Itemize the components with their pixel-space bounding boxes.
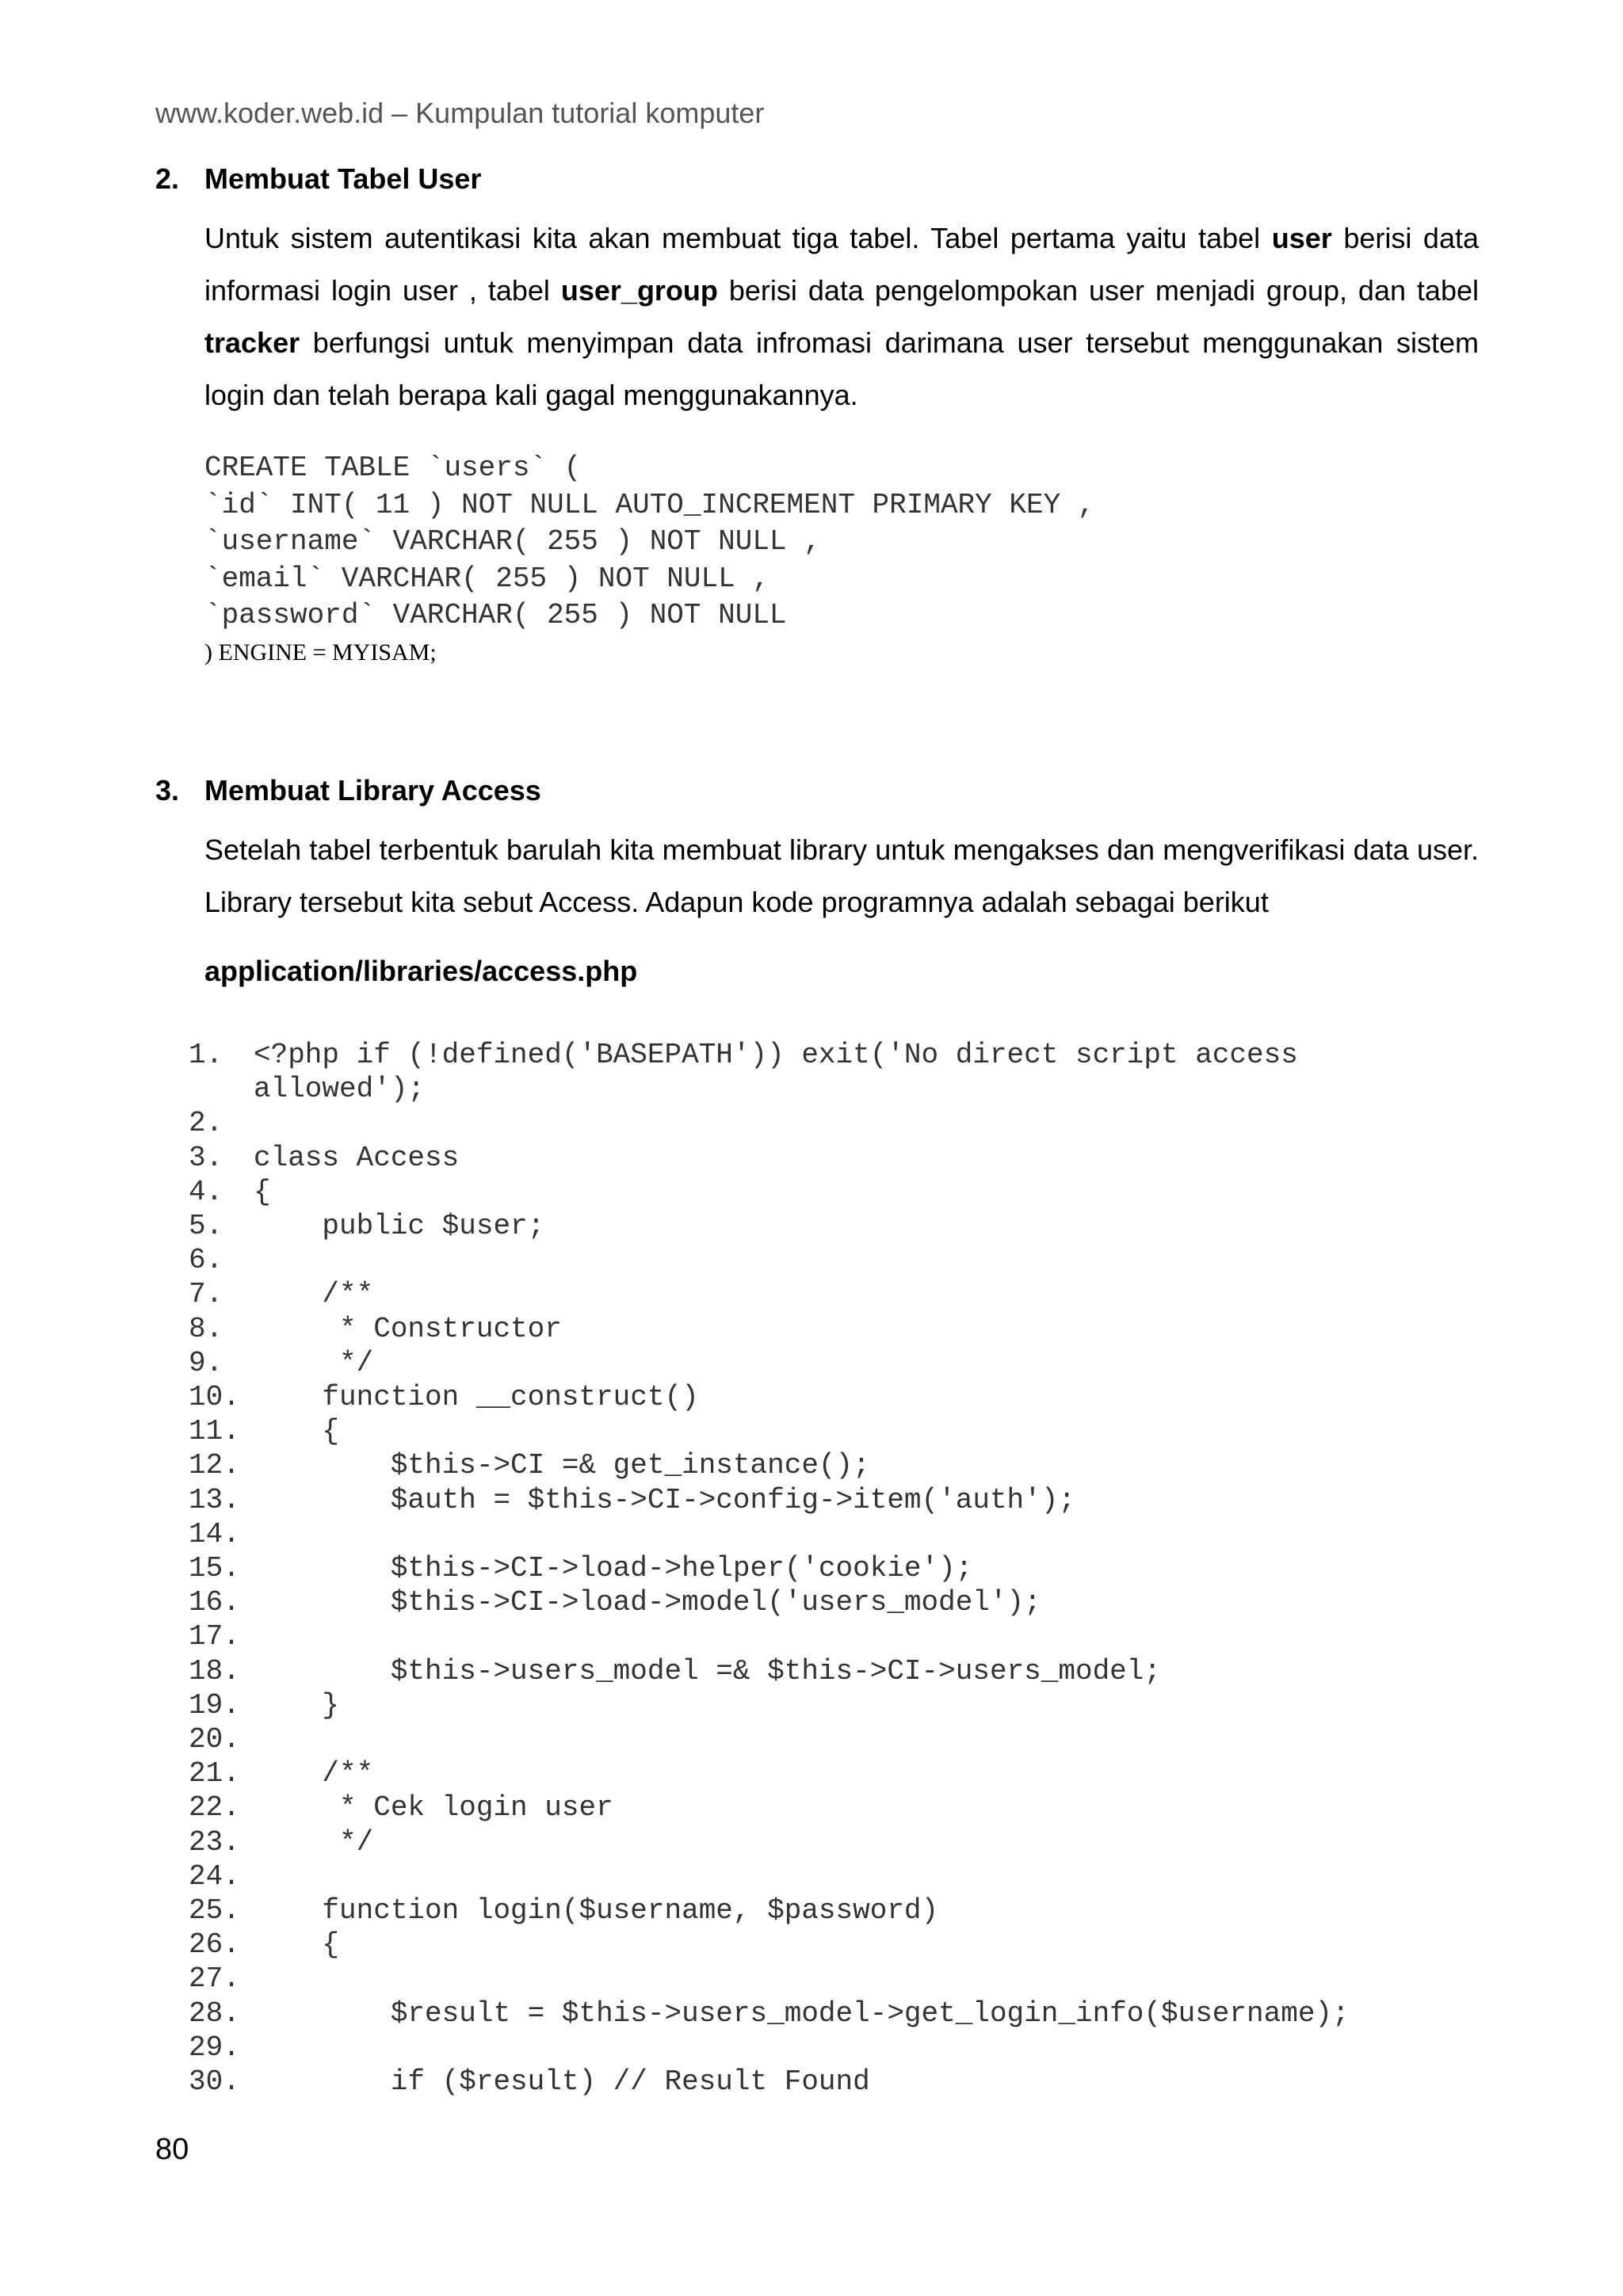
line-number: 28. (189, 1997, 240, 2030)
code-line (189, 2031, 1350, 2065)
code-text: /** (254, 1278, 374, 1311)
line-number: 24. (189, 1859, 240, 1893)
code-text: * Cek login user (254, 1791, 613, 1825)
code-line (189, 1585, 1350, 1619)
line-number: 21. (189, 1757, 240, 1791)
code-line (189, 1551, 1350, 1585)
paragraph-text: Untuk sistem autentikasi kita akan membuat tiga tabel. Tabel pertama yaitu tabel (204, 222, 1272, 254)
code-line (189, 2065, 1350, 2099)
line-number: 9. (189, 1346, 223, 1379)
sql-line: CREATE TABLE `users` ( (204, 452, 582, 484)
code-line (189, 1106, 1350, 1140)
code-line (189, 1209, 1350, 1243)
code-line (189, 1825, 1350, 1859)
code-line (189, 1962, 1350, 1996)
sql-engine-line: ) ENGINE = MYISAM; (204, 639, 437, 666)
code-line (189, 1312, 1350, 1346)
paragraph-text: berisi data pengelompokan user menjadi group, dan tabel (717, 274, 1479, 307)
line-number: 15. (189, 1552, 240, 1585)
line-number: 18. (189, 1654, 240, 1688)
code-text: function __construct() (254, 1381, 699, 1414)
section-3 (155, 772, 1487, 929)
code-line (189, 1414, 1350, 1448)
code-text: * Constructor (254, 1312, 562, 1345)
code-line (189, 1038, 1350, 1072)
code-line (189, 1928, 1350, 1962)
code-line (189, 1688, 1350, 1722)
line-number: 30. (189, 2065, 240, 2099)
code-line (189, 1175, 1350, 1209)
bold-term: tracker (204, 326, 300, 359)
code-text: allowed'); (254, 1073, 426, 1106)
code-text: $this->CI =& get_instance(); (254, 1449, 870, 1482)
sql-line: `password` VARCHAR( 255 ) NOT NULL (204, 599, 787, 631)
php-code-listing (189, 1038, 1350, 2099)
code-text: /** (254, 1757, 374, 1791)
code-text: class Access (254, 1141, 460, 1174)
code-text: $result = $this->users_model->get_login_info($username); (254, 1997, 1350, 2030)
line-number: 7. (189, 1278, 223, 1311)
section-paragraph: Setelah tabel terbentuk barulah kita membuat library untuk mengakses dan mengverifikasi data user. Library tersebut kita sebut Access. Adapun kode programnya adalah sebagai berikut (204, 833, 1479, 918)
section-title (155, 772, 1487, 810)
line-number: 22. (189, 1791, 240, 1825)
line-number: 12. (189, 1449, 240, 1482)
code-text: $this->CI->load->model('users_model'); (254, 1586, 1041, 1619)
line-number: 2. (189, 1107, 223, 1140)
line-number: 25. (189, 1894, 240, 1928)
code-text: { (254, 1928, 340, 1962)
line-number: 26. (189, 1928, 240, 1962)
sql-line: `id` INT( 11 ) NOT NULL AUTO_INCREMENT PRIMARY KEY , (204, 488, 1095, 521)
code-line (189, 1997, 1350, 2031)
section-heading: Membuat Library Access (204, 774, 541, 807)
section-number: 3. (155, 774, 180, 807)
sql-code-block (204, 450, 1094, 671)
section-paragraph (204, 212, 1479, 421)
line-number: 20. (189, 1723, 240, 1756)
code-line (189, 1243, 1350, 1277)
line-number: 4. (189, 1175, 223, 1208)
paragraph-text: berisi data informasi login user , tabel (204, 222, 1479, 307)
line-number: 23. (189, 1825, 240, 1859)
section-title (155, 160, 1487, 198)
code-text: public $user; (254, 1210, 545, 1243)
line-number: 17. (189, 1620, 240, 1653)
code-line (189, 1859, 1350, 1894)
code-text: { (254, 1175, 271, 1208)
section-heading: Membuat Tabel User (204, 162, 482, 195)
sql-line: `email` VARCHAR( 255 ) NOT NULL , (204, 562, 769, 595)
code-line (189, 1072, 1350, 1106)
code-text: if ($result) // Result Found (254, 2065, 870, 2099)
code-line (189, 1380, 1350, 1414)
code-line (189, 1894, 1350, 1928)
code-text: $this->CI->load->helper('cookie'); (254, 1552, 973, 1585)
section-2 (155, 160, 1487, 421)
line-number: 5. (189, 1210, 223, 1243)
code-text: } (254, 1688, 340, 1722)
code-line (189, 1756, 1350, 1791)
sql-line: `username` VARCHAR( 255 ) NOT NULL , (204, 525, 821, 558)
line-number: 3. (189, 1141, 223, 1174)
code-text: <?php if (!defined('BASEPATH')) exit('No direct script access (254, 1039, 1298, 1071)
code-line (189, 1517, 1350, 1551)
line-number: 8. (189, 1312, 223, 1345)
code-line (189, 1654, 1350, 1688)
page-number: 80 (155, 2133, 189, 2166)
line-number: 29. (189, 2031, 240, 2064)
line-number: 14. (189, 1517, 240, 1550)
line-number: 11. (189, 1415, 240, 1448)
code-text: { (254, 1415, 340, 1448)
section-number: 2. (155, 162, 180, 195)
code-line (189, 1448, 1350, 1482)
line-number: 27. (189, 1962, 240, 1996)
file-path-label: application/libraries/access.php (204, 955, 638, 987)
code-line (189, 1722, 1350, 1756)
paragraph-text: berfungsi untuk menyimpan data infromasi darimana user tersebut menggunakan sistem login dan telah berapa kali gagal menggunakannya. (204, 326, 1479, 411)
running-header: www.koder.web.id – Kumpulan tutorial komputer (155, 97, 765, 129)
code-text: $auth = $this->CI->config->item('auth'); (254, 1483, 1075, 1516)
code-line (189, 1619, 1350, 1653)
code-text: */ (254, 1346, 374, 1379)
line-number: 1. (189, 1039, 223, 1071)
line-number: 16. (189, 1586, 240, 1619)
code-line (189, 1791, 1350, 1825)
line-number (189, 1072, 254, 1106)
line-number: 19. (189, 1688, 240, 1722)
bold-term: user_group (560, 274, 718, 307)
code-text: function login($username, $password) (254, 1894, 939, 1928)
code-line (189, 1346, 1350, 1380)
bold-term: user (1271, 222, 1332, 254)
line-number: 6. (189, 1244, 223, 1277)
code-line (189, 1483, 1350, 1517)
code-text: $this->users_model =& $this->CI->users_model; (254, 1654, 1161, 1688)
code-text: */ (254, 1825, 374, 1859)
line-number: 10. (189, 1381, 240, 1414)
line-number: 13. (189, 1483, 240, 1516)
code-line (189, 1277, 1350, 1311)
code-line (189, 1141, 1350, 1175)
